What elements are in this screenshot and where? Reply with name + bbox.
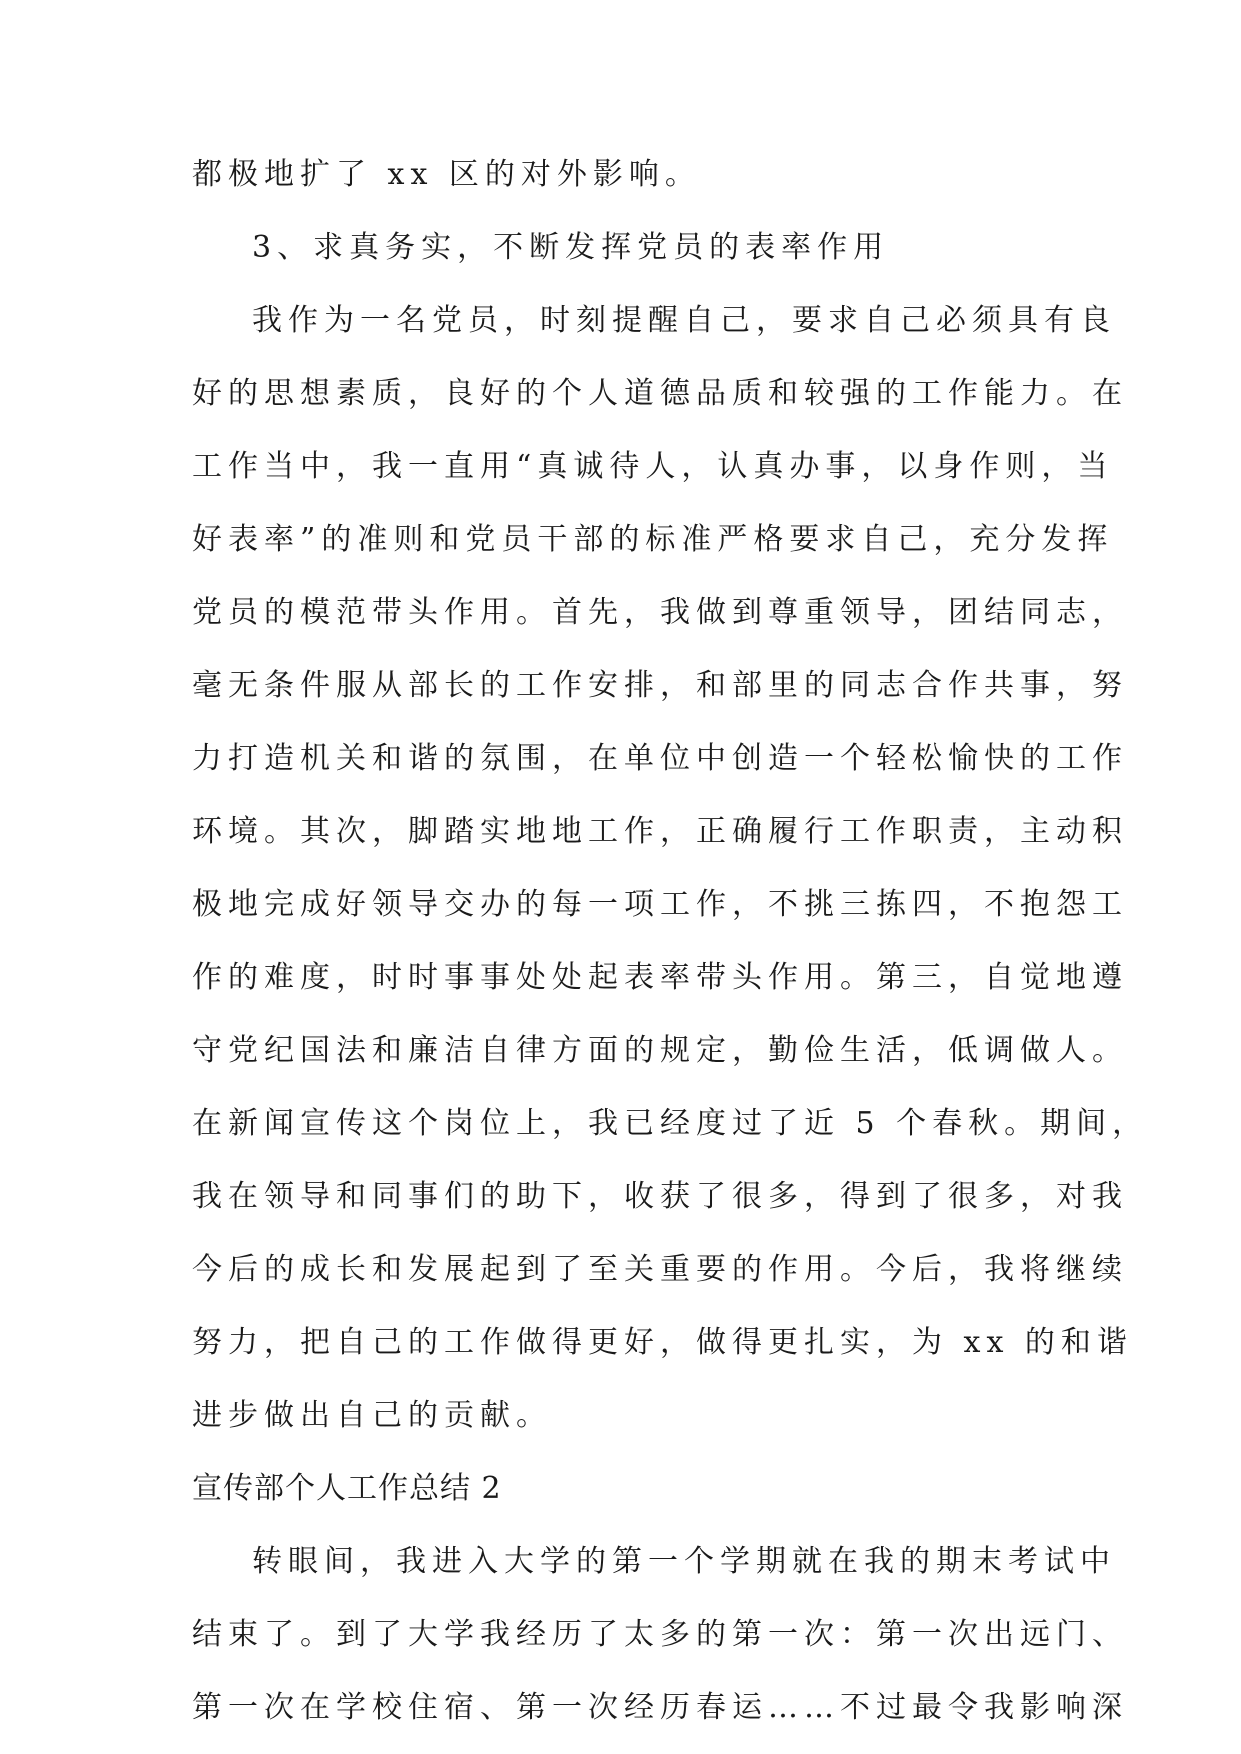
text-line: 党员的模范带头作用。首先，我做到尊重领导，团结同志， — [192, 595, 1128, 630]
text-line: 力打造机关和谐的氛围，在单位中创造一个轻松愉快的工作 — [192, 741, 1128, 776]
text-line: 在新闻宣传这个岗位上，我已经度过了近 5 个春秋。期间， — [192, 1106, 1149, 1141]
text-line: 环境。其次，脚踏实地地工作，正确履行工作职责，主动积 — [192, 814, 1128, 849]
text-line: 结束了。到了大学我经历了太多的第一次：第一次出远门、 — [192, 1617, 1128, 1652]
text-line: 工作当中，我一直用“真诚待人，认真办事，以身作则，当 — [192, 449, 1114, 484]
section-heading: 3、求真务实，不断发挥党员的表率作用 — [252, 230, 890, 265]
text-line: 今后的成长和发展起到了至关重要的作用。今后，我将继续 — [192, 1252, 1128, 1287]
text-line: 极地完成好领导交办的每一项工作，不挑三拣四，不抱怨工 — [192, 887, 1128, 922]
text-line: 作的难度，时时事事处处起表率带头作用。第三，自觉地遵 — [192, 960, 1128, 995]
text-line: 好表率”的准则和党员干部的标准严格要求自己，充分发挥 — [192, 522, 1114, 557]
text-line: 守党纪国法和廉洁自律方面的规定，勤俭生活，低调做人。 — [192, 1033, 1128, 1068]
document-title: 宣传部个人工作总结 2 — [192, 1471, 502, 1506]
text-line: 努力，把自己的工作做得更好，做得更扎实，为 xx 的和谐 — [192, 1325, 1133, 1360]
text-line: 毫无条件服从部长的工作安排，和部里的同志合作共事，努 — [192, 668, 1128, 703]
text-line: 好的思想素质，良好的个人道德品质和较强的工作能力。在 — [192, 376, 1128, 411]
text-line: 都极地扩了 xx 区的对外影响。 — [192, 157, 701, 192]
text-line: 转眼间，我进入大学的第一个学期就在我的期末考试中 — [252, 1544, 1116, 1579]
text-line: 我在领导和同事们的助下，收获了很多，得到了很多，对我 — [192, 1179, 1128, 1214]
text-line: 我作为一名党员，时刻提醒自己，要求自己必须具有良 — [252, 303, 1116, 338]
text-line: 进步做出自己的贡献。 — [192, 1398, 552, 1433]
text-line: 第一次在学校住宿、第一次经历春运……不过最令我影响深 — [192, 1690, 1128, 1725]
